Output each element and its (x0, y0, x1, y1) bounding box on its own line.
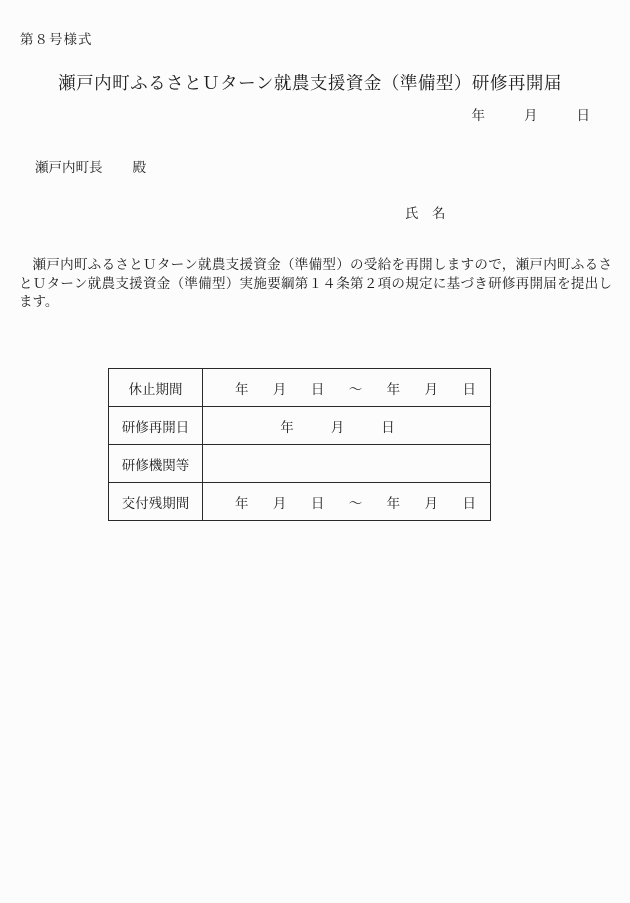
table-row-suspension-period (109, 369, 491, 407)
month-unit-label: 月 (424, 495, 439, 511)
cell-training-restart-date (203, 407, 491, 445)
year-unit-label: 年 (235, 381, 249, 397)
row-label-suspension-period: 休止期間 (109, 369, 203, 407)
month-unit-label: 月 (330, 419, 345, 435)
form-table (108, 368, 491, 521)
day-unit-label: 日 (381, 419, 395, 435)
day-unit-label: 日 (462, 495, 476, 511)
date-line (472, 109, 591, 123)
table-row-training-restart-date (109, 407, 491, 445)
range-tilde: ～ (348, 495, 363, 511)
form-number-label: 第８号様式 (20, 32, 93, 47)
date-year-label: 年 (471, 108, 485, 123)
addressee-line (35, 160, 146, 176)
year-unit-label: 年 (235, 495, 249, 511)
range-tilde: ～ (348, 381, 363, 397)
addressee-honorific: 殿 (132, 160, 146, 175)
day-unit-label: 日 (310, 495, 325, 511)
year-unit-label: 年 (386, 495, 401, 511)
addressee-name: 瀬戸内町長 (35, 160, 103, 175)
day-unit-label: 日 (310, 381, 325, 397)
cell-remaining-grant-period (203, 483, 491, 521)
date-range-fields (203, 492, 490, 512)
year-unit-label: 年 (280, 419, 294, 435)
month-unit-label: 月 (272, 495, 287, 511)
single-date-fields (203, 416, 490, 436)
date-range-fields (203, 378, 490, 398)
month-unit-label: 月 (424, 381, 439, 397)
blank-fill-in-area (203, 445, 490, 482)
table-row-remaining-grant-period (109, 483, 491, 521)
year-unit-label: 年 (386, 381, 401, 397)
month-unit-label: 月 (272, 381, 287, 397)
date-day-label: 日 (576, 108, 590, 123)
row-label-training-institution: 研修機関等 (109, 445, 203, 483)
table-row-training-institution (109, 445, 491, 483)
cell-training-institution (203, 445, 491, 483)
name-label: 氏 名 (405, 206, 446, 221)
row-label-remaining-grant-period: 交付残期間 (109, 483, 203, 521)
row-label-training-restart-date: 研修再開日 (109, 407, 203, 445)
day-unit-label: 日 (462, 381, 476, 397)
cell-suspension-period (203, 369, 491, 407)
document-title: 瀬戸内町ふるさとＵターン就農支援資金（準備型）研修再開届 (58, 73, 562, 93)
body-paragraph: 瀬戸内町ふるさとＵターン就農支援資金（準備型）の受給を再開しますので，瀬戸内町ふるさとＵターン就農支援資金（準備型）実施要綱第１４条第２項の規定に基づき研修再開届を提出します。 (19, 257, 612, 309)
date-month-label: 月 (524, 108, 538, 123)
